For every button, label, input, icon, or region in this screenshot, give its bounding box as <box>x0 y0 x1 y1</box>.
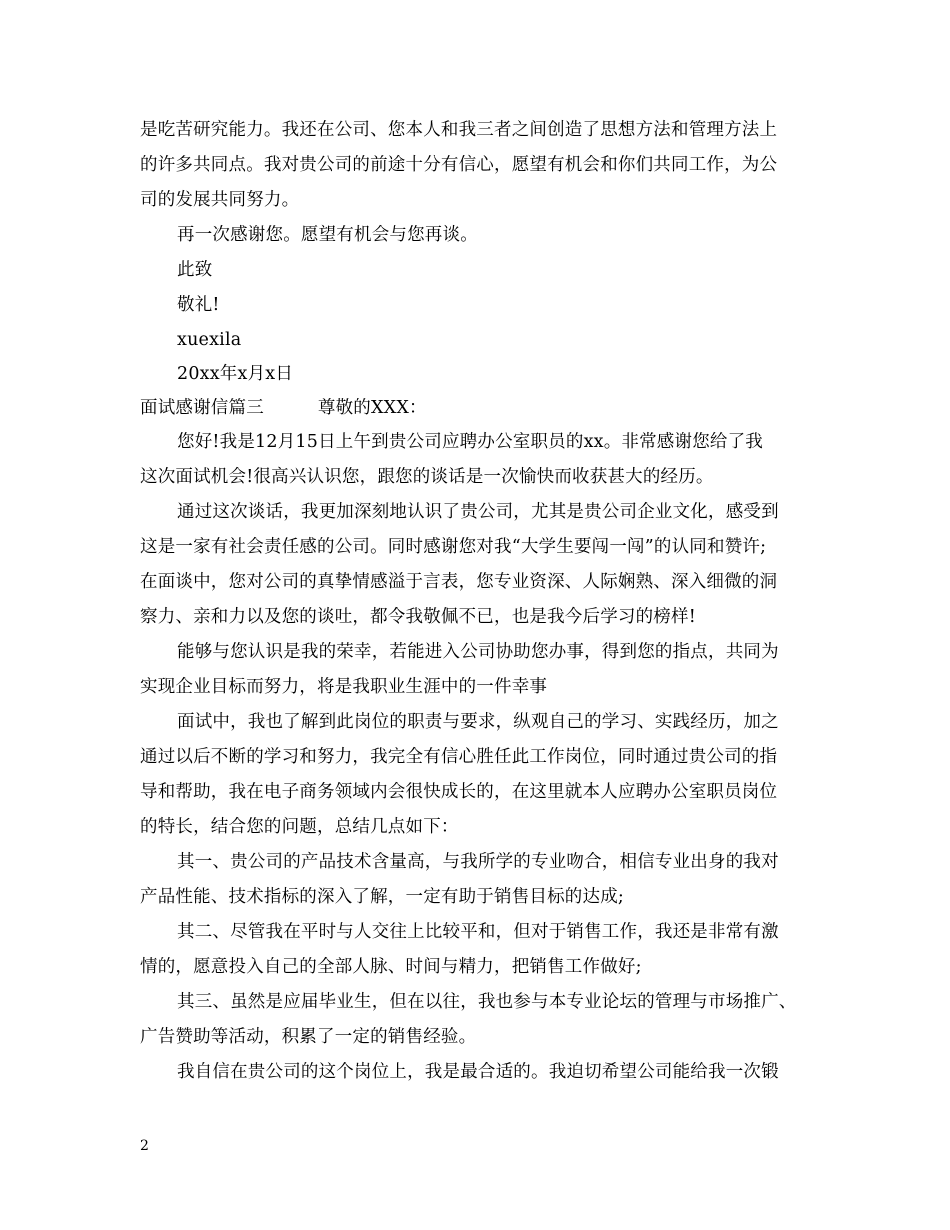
closing-line: 敬礼! <box>177 295 220 315</box>
text-line: 司的发展共同努力。 <box>140 190 300 210</box>
text-line: 产品性能、技术指标的深入了解，一定有助于销售目标的达成; <box>140 887 624 907</box>
salutation: 尊敬的XXX： <box>317 398 427 418</box>
section-heading <box>140 396 427 420</box>
text-line: 是吃苦研究能力。我还在公司、您本人和我三者之间创造了思想方法和管理方法上 <box>140 120 778 140</box>
text-line: 其三、虽然是应届毕业生，但在以往，我也参与本专业论坛的管理与市场推广、 <box>177 992 797 1012</box>
text-line: 您好!我是12月15日上午到贵公司应聘办公室职员的xx。非常感谢您给了我 <box>177 432 764 452</box>
page-number: 2 <box>140 1138 149 1154</box>
text-line: 的许多共同点。我对贵公司的前途十分有信心，愿望有机会和你们共同工作，为公 <box>140 155 778 175</box>
text-line: 其一、贵公司的产品技术含量高，与我所学的专业吻合，相信专业出身的我对 <box>177 852 779 872</box>
signature-name: xuexila <box>177 330 242 350</box>
text-line: 实现企业目标而努力，将是我职业生涯中的一件幸事 <box>140 677 548 697</box>
text-line: 再一次感谢您。愿望有机会与您再谈。 <box>177 225 478 245</box>
text-line: 我自信在贵公司的这个岗位上，我是最合适的。我迫切希望公司能给我一次锻 <box>177 1062 779 1082</box>
text-line: 面试中，我也了解到此岗位的职责与要求，纵观自己的学习、实践经历，加之 <box>177 712 779 732</box>
text-line: 这次面试机会!很高兴认识您，跟您的谈话是一次愉快而收获甚大的经历。 <box>140 467 714 487</box>
text-line: 的特长，结合您的问题，总结几点如下： <box>140 817 459 837</box>
closing-line: 此致 <box>177 260 213 280</box>
text-line: 广告赞助等活动，积累了一定的销售经验。 <box>140 1027 477 1047</box>
text-line: 这是一家有社会责任感的公司。同时感谢您对我“大学生要闯一闯”的认同和赞许; <box>140 537 767 557</box>
text-line: 通过以后不断的学习和努力，我完全有信心胜任此工作岗位，同时通过贵公司的指 <box>140 747 778 767</box>
signature-date: 20xx年x月x日 <box>177 364 294 384</box>
text-line: 情的，愿意投入自己的全部人脉、时间与精力，把销售工作做好; <box>140 957 642 977</box>
text-line: 察力、亲和力以及您的谈吐，都令我敬佩不已，也是我今后学习的榜样! <box>140 607 696 627</box>
section-title: 面试感谢信篇三 <box>140 398 264 418</box>
text-line: 能够与您认识是我的荣幸，若能进入公司协助您办事，得到您的指点，共同为 <box>177 642 779 662</box>
text-line: 在面谈中，您对公司的真挚情感溢于言表，您专业资深、人际娴熟、深入细微的洞 <box>140 572 778 592</box>
text-line: 其二、尽管我在平时与人交往上比较平和，但对于销售工作，我还是非常有激 <box>177 922 779 942</box>
text-line: 导和帮助，我在电子商务领域内会很快成长的，在这里就本人应聘办公室职员岗位 <box>140 782 778 802</box>
text-line: 通过这次谈话，我更加深刻地认识了贵公司，尤其是贵公司企业文化，感受到 <box>177 502 779 522</box>
